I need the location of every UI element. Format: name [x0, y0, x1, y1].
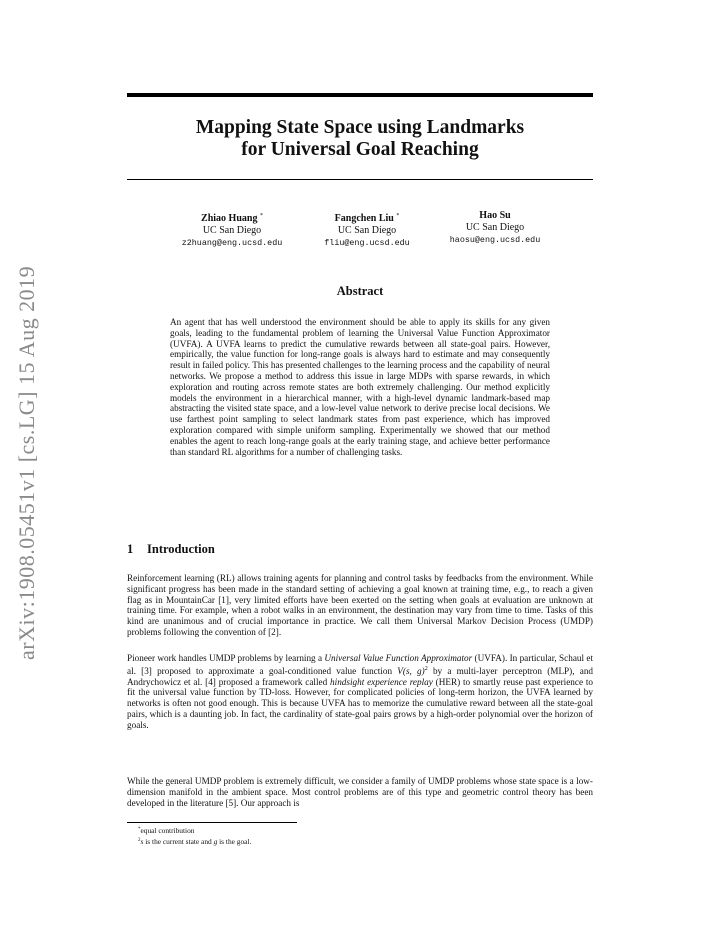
footnote-rule: [127, 822, 297, 823]
author-name: Fangchen Liu *: [334, 213, 400, 224]
author-affiliation: UC San Diego: [465, 222, 525, 233]
section-heading: [127, 542, 215, 557]
author-block: [420, 210, 570, 246]
title-line-2: for Universal Goal Reaching: [241, 139, 479, 160]
author-block: [157, 210, 307, 249]
arxiv-identifier: arXiv:1908.05451v1 [cs.LG] 15 Aug 2019: [14, 265, 39, 660]
footnote-2: $^2$s is the current state and g is the goal.: [138, 837, 252, 846]
author-email: haosu@eng.ucsd.edu: [449, 235, 541, 245]
paper-title: [127, 117, 593, 161]
abstract-text: An agent that has well understood the environment should be able to apply its skills for any given goals, leading to the fundamental problem of learning the Universal Value Function Approximator (UVFA). A UVFA learns to predict the cumulative rewards between all state-goal pairs. However, empirically, the value function for long-range goals is always hard to estimate and may consequently result in failed policy. This has presented challenges to the learning process and the capability of neural networks. We propose a method to address this issue in large MDPs with sparse rewards, in which exploration and routing across remote states are both extremely challenging. Our method explicitly models the environment in a hierarchical manner, with a high-level dynamic landmark-based map abstracting the visited state space, and a low-level value network to derive precise local decisions. We use farthest point sampling to select landmark states from past experience, which has improved exploration compared with simple uniform sampling. Experimentally we showed that our method enables the agent to reach long-range goals at the early training stage, and achieve better performance than standard RL algorithms for a number of challenging tasks.: [170, 317, 550, 457]
intro-paragraph-1: Reinforcement learning (RL) allows training agents for planning and control tasks by feedbacks from the environment. While significant progress has been made in the standard setting of achieving a goal known at training time, e.g., to reach a given flag as in MountainCar [1], very limited efforts have been exerted on the setting when goals at evaluation are unknown at training time. For example, when a robot walks in an environment, the destination may vary from time to time. Tasks of this kind are unanimous and of crucial importance in practice. We call them Universal Markov Decision Process (UMDP) problems following the convention of [2].: [127, 573, 593, 637]
author-affiliation: UC San Diego: [202, 225, 262, 236]
author-name: Zhiao Huang *: [201, 213, 263, 224]
title-bottom-rule: [127, 179, 593, 180]
author-email: z2huang@eng.ucsd.edu: [181, 238, 283, 248]
intro-paragraph-3: While the general UMDP problem is extremely difficult, we consider a family of UMDP problems whose state space is a low-dimension manifold in the ambient space. Most control problems are of this type and geometric control theory has been developed in the literature [5]. Our approach is: [127, 776, 593, 808]
abstract-heading: Abstract: [336, 284, 384, 298]
footnote-1: *equal contribution: [138, 826, 195, 835]
section-number: 1: [127, 542, 134, 556]
title-top-rule: [127, 93, 593, 97]
title-line-1: Mapping State Space using Landmarks: [195, 117, 525, 138]
section-title: Introduction: [147, 542, 215, 556]
author-affiliation: UC San Diego: [337, 225, 397, 236]
author-email: fliu@eng.ucsd.edu: [324, 238, 410, 248]
author-name: Hao Su: [479, 210, 511, 221]
intro-paragraph-2: Pioneer work handles UMDP problems by learning a Universal Value Function Approximator (UVFA). In particular, Schaul et al. [3] proposed to approximate a goal-conditioned value function V(s, g)$^2$ by a multi-layer perceptron (MLP), and Andrychowicz et al. [4] proposed a framework called hindsight experience replay (HER) to smartly reuse past experience to fit the universal value function by TD-loss. However, for complicated policies of long-term horizon, the UVFA learned by networks is often not good enough. This is because UVFA has to memorize the cumulative reward between all the state-goal pairs, which is a daunting job. In fact, the cardinality of state-goal pairs grows by a high-order polynomial over the horizon of goals.: [127, 653, 594, 730]
